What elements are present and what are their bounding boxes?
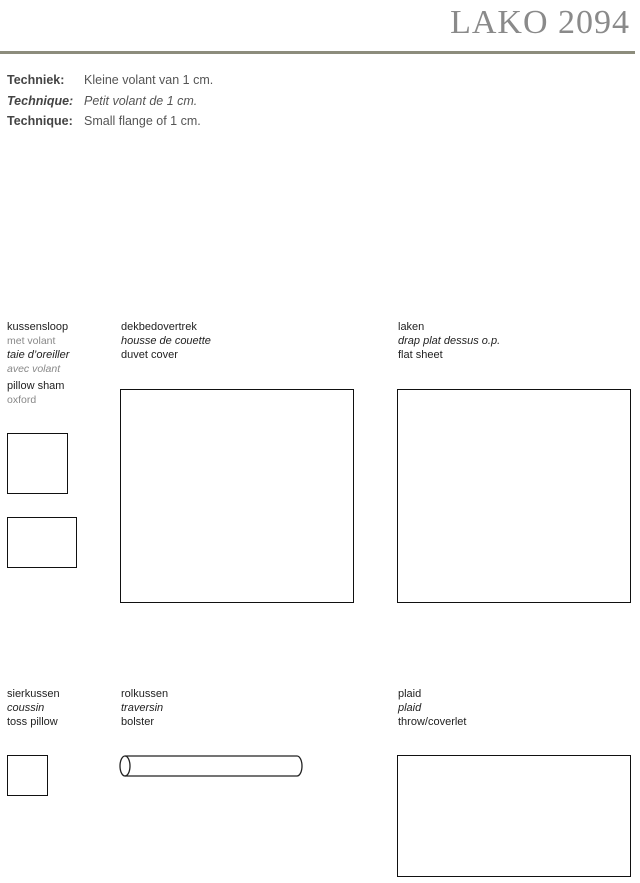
bolster-swatch [117,752,307,780]
pillow-sham-rect-swatch [7,517,77,568]
label-fr: drap plat dessus o.p. [398,335,501,347]
flat-sheet-label [398,320,500,362]
technique-key: Techniek: [7,73,65,87]
label-en: throw/coverlet [398,716,467,728]
pillow-sham-label [7,320,69,407]
label-fr: coussin [7,702,45,714]
pillow-sham-square-swatch [7,433,68,494]
duvet-cover-swatch [120,389,354,603]
plaid-label [398,687,466,729]
label-nl: rolkussen [121,688,169,700]
label-en: flat sheet [398,349,443,361]
technique-line-en [7,114,201,128]
technique-value: Petit volant de 1 cm. [84,94,198,108]
label-fr: housse de couette [121,335,211,347]
page-title: LAKO 2094 [450,4,630,41]
technique-line-fr [7,94,197,108]
label-fr: traversin [121,702,164,714]
label-fr: plaid [398,702,422,714]
duvet-cover-label [121,320,211,362]
label-nl: dekbedovertrek [121,321,197,333]
header-divider [0,51,635,54]
label-nl: plaid [398,688,422,700]
label-en: pillow sham [7,380,65,392]
label-en-sub: oxford [7,394,37,406]
toss-pillow-swatch [7,755,48,796]
label-en: toss pillow [7,716,58,728]
label-nl: laken [398,321,425,333]
technique-value: Kleine volant van 1 cm. [84,73,214,87]
technique-key: Technique: [7,94,74,108]
technique-line-nl [7,73,213,87]
plaid-swatch [397,755,631,877]
label-nl-sub: met volant [7,335,56,347]
label-fr: taie d’oreiller [7,349,70,361]
technique-value: Small flange of 1 cm. [84,114,201,128]
flat-sheet-swatch [397,389,631,603]
label-nl: kussensloop [7,321,69,333]
technique-key: Technique: [7,114,73,128]
toss-pillow-label [7,687,60,729]
bolster-label [121,687,168,729]
label-fr-sub: avec volant [7,363,61,375]
label-nl: sierkussen [7,688,60,700]
label-en: duvet cover [121,349,178,361]
label-en: bolster [121,716,155,728]
